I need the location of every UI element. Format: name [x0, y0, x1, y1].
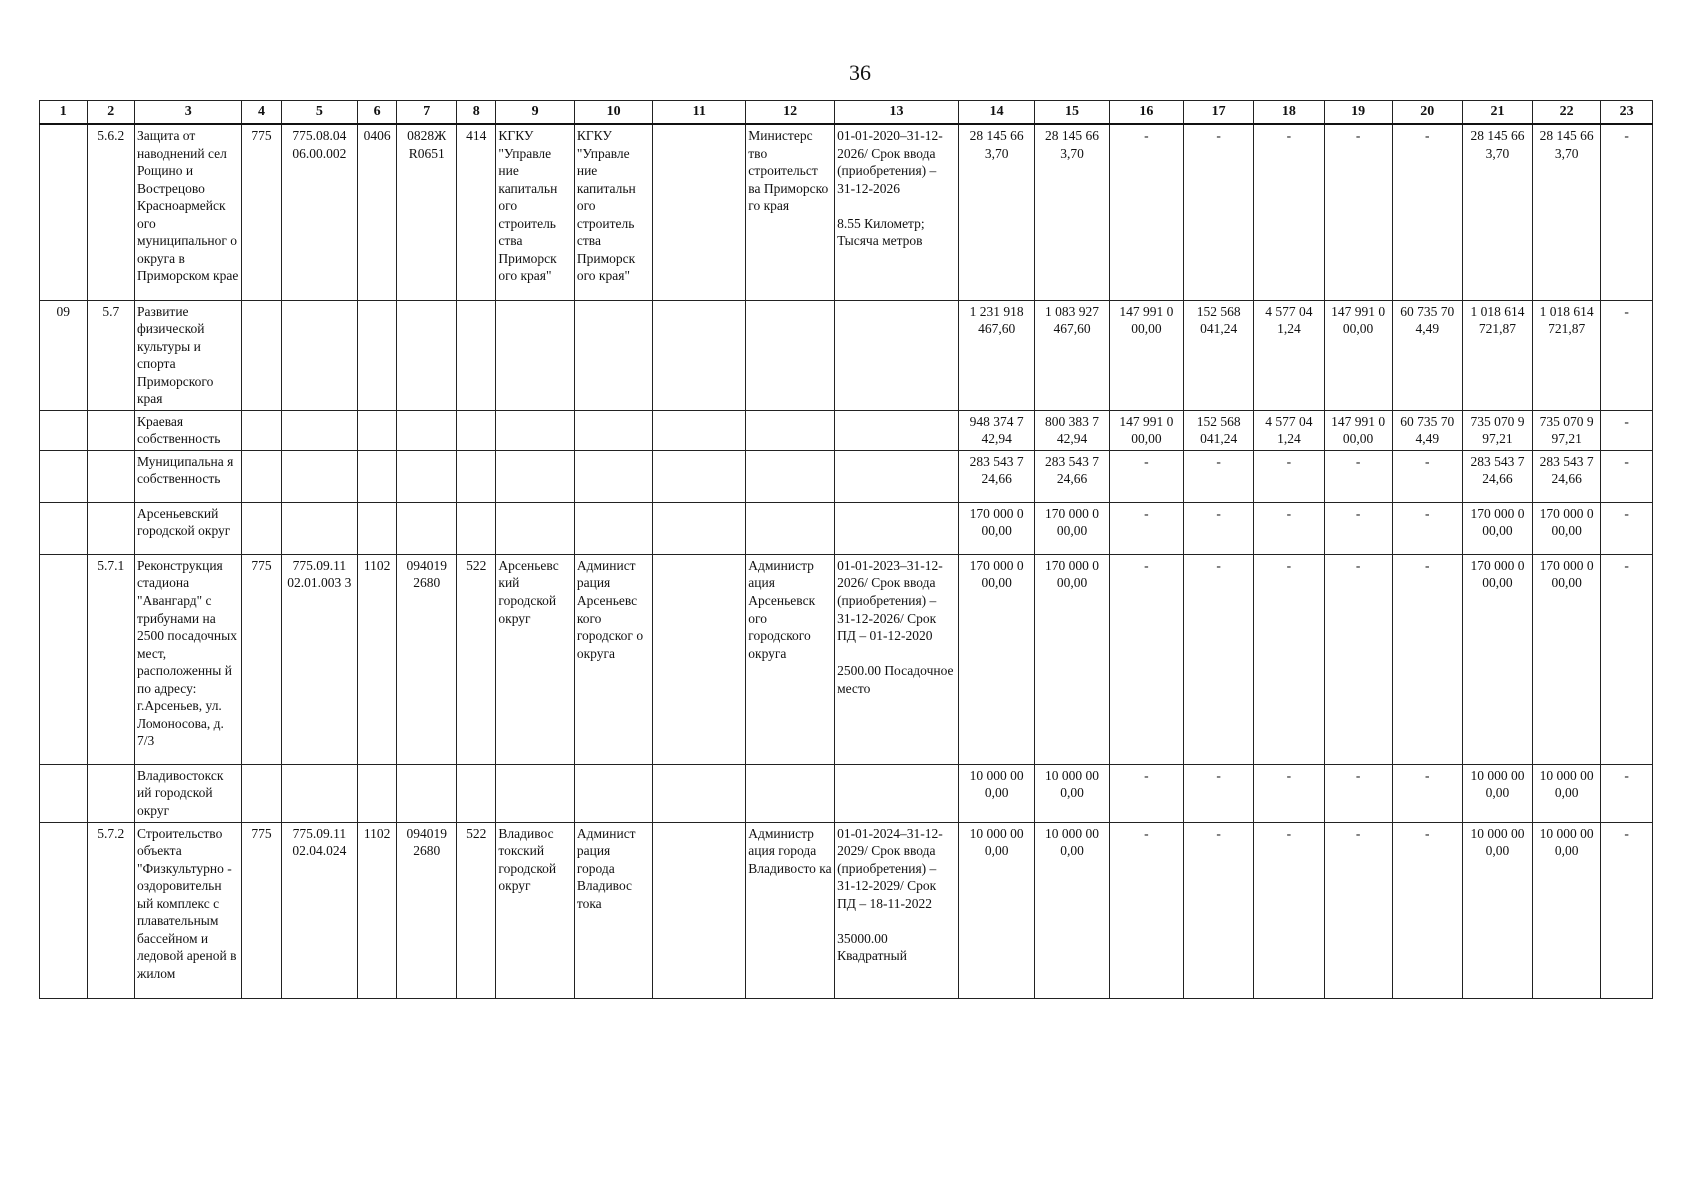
table-cell-col-1: [40, 764, 88, 822]
table-cell-col-13: [835, 502, 959, 554]
column-header: 14: [958, 101, 1034, 125]
table-cell-col-4: [242, 450, 281, 502]
table-cell-col-15: 28 145 66 3,70: [1035, 124, 1109, 300]
table-cell-col-16: -: [1109, 764, 1183, 822]
table-cell-col-23: -: [1601, 822, 1653, 998]
table-cell-col-20: -: [1392, 764, 1462, 822]
column-header: 13: [835, 101, 959, 125]
column-header: 12: [746, 101, 835, 125]
table-cell-col-15: 10 000 00 0,00: [1035, 822, 1109, 998]
table-cell-col-12: Администр ация Арсеньевск ого городского округа: [746, 554, 835, 764]
table-row: [40, 764, 1653, 822]
table-cell-col-19: -: [1324, 554, 1392, 764]
table-cell-col-16: 147 991 0 00,00: [1109, 300, 1183, 410]
table-cell-col-11: [653, 410, 746, 450]
table-cell-col-18: -: [1254, 764, 1324, 822]
table-cell-col-10: [574, 502, 652, 554]
table-cell-col-21: 283 543 7 24,66: [1462, 450, 1532, 502]
column-header: 22: [1533, 101, 1601, 125]
table-cell-col-11: [653, 502, 746, 554]
table-cell-col-2: 5.7.2: [87, 822, 135, 998]
column-number-row: [40, 101, 1653, 125]
table-cell-col-9: [496, 450, 574, 502]
column-header: 9: [496, 101, 574, 125]
table-cell-col-3: Арсеньевский городской округ: [135, 502, 242, 554]
table-body: [40, 124, 1653, 998]
table-cell-col-20: -: [1392, 822, 1462, 998]
table-cell-col-14: 170 000 0 00,00: [958, 502, 1034, 554]
table-cell-col-18: -: [1254, 502, 1324, 554]
table-cell-col-14: 948 374 7 42,94: [958, 410, 1034, 450]
table-cell-col-7: [397, 450, 457, 502]
table-cell-col-6: 1102: [358, 554, 397, 764]
table-cell-col-13: [835, 300, 959, 410]
table-cell-col-15: 800 383 7 42,94: [1035, 410, 1109, 450]
table-cell-col-5: [281, 300, 357, 410]
table-cell-col-4: [242, 502, 281, 554]
table-cell-col-2: [87, 764, 135, 822]
table-cell-col-15: 10 000 00 0,00: [1035, 764, 1109, 822]
column-header: 23: [1601, 101, 1653, 125]
table-cell-col-13: [835, 764, 959, 822]
column-header: 8: [457, 101, 496, 125]
table-cell-col-6: [358, 450, 397, 502]
table-cell-col-12: [746, 450, 835, 502]
table-cell-col-17: -: [1184, 502, 1254, 554]
table-cell-col-11: [653, 764, 746, 822]
table-cell-col-18: -: [1254, 554, 1324, 764]
table-cell-col-13: 01-01-2020–31-12-2026/ Срок ввода (приобретения) – 31-12-2026 8.55 Километр; Тысяча метров: [835, 124, 959, 300]
table-cell-col-18: 4 577 04 1,24: [1254, 300, 1324, 410]
table-cell-col-15: 1 083 927 467,60: [1035, 300, 1109, 410]
table-cell-col-12: [746, 502, 835, 554]
table-cell-col-9: [496, 410, 574, 450]
table-cell-col-3: Развитие физической культуры и спорта Приморского края: [135, 300, 242, 410]
column-header: 18: [1254, 101, 1324, 125]
table-cell-col-10: [574, 764, 652, 822]
table-cell-col-3: Защита от наводнений сел Рощино и Вострецово Красноармейск ого муниципальног о округа в Приморском крае: [135, 124, 242, 300]
table-cell-col-7: [397, 410, 457, 450]
table-cell-col-14: 1 231 918 467,60: [958, 300, 1034, 410]
table-cell-col-2: [87, 410, 135, 450]
table-cell-col-19: -: [1324, 502, 1392, 554]
table-cell-col-2: [87, 450, 135, 502]
table-cell-col-14: 10 000 00 0,00: [958, 764, 1034, 822]
table-cell-col-22: 170 000 0 00,00: [1533, 554, 1601, 764]
column-header: 11: [653, 101, 746, 125]
table-cell-col-22: 170 000 0 00,00: [1533, 502, 1601, 554]
table-cell-col-4: [242, 764, 281, 822]
table-cell-col-6: [358, 764, 397, 822]
table-cell-col-19: -: [1324, 450, 1392, 502]
table-cell-col-15: 170 000 0 00,00: [1035, 502, 1109, 554]
table-cell-col-14: 283 543 7 24,66: [958, 450, 1034, 502]
table-cell-col-1: [40, 822, 88, 998]
table-cell-col-1: [40, 410, 88, 450]
table-cell-col-3: Строительство объекта "Физкультурно - оздоровительн ый комплекс с плавательным бассейном и ледовой ареной в жилом: [135, 822, 242, 998]
column-header: 10: [574, 101, 652, 125]
table-cell-col-19: -: [1324, 822, 1392, 998]
table-cell-col-7: [397, 300, 457, 410]
table-cell-col-13: 01-01-2023–31-12-2026/ Срок ввода (приобретения) – 31-12-2026/ Срок ПД – 01-12-2020 2500.00 Посадочное место: [835, 554, 959, 764]
table-cell-col-7: 0828Ж R0651: [397, 124, 457, 300]
table-cell-col-8: 522: [457, 554, 496, 764]
column-header: 15: [1035, 101, 1109, 125]
table-row: [40, 410, 1653, 450]
table-cell-col-16: 147 991 0 00,00: [1109, 410, 1183, 450]
table-cell-col-9: Арсеньевс кий городской округ: [496, 554, 574, 764]
table-cell-col-21: 170 000 0 00,00: [1462, 554, 1532, 764]
table-cell-col-21: 10 000 00 0,00: [1462, 822, 1532, 998]
table-cell-col-13: 01-01-2024–31-12-2029/ Срок ввода (приобретения) – 31-12-2029/ Срок ПД – 18-11-2022 35000.00 Квадратный: [835, 822, 959, 998]
table-row: [40, 554, 1653, 764]
table-cell-col-22: 1 018 614 721,87: [1533, 300, 1601, 410]
table-cell-col-8: [457, 410, 496, 450]
table-cell-col-16: -: [1109, 502, 1183, 554]
table-cell-col-23: -: [1601, 764, 1653, 822]
table-cell-col-10: [574, 450, 652, 502]
table-cell-col-2: [87, 502, 135, 554]
column-header: 6: [358, 101, 397, 125]
table-cell-col-15: 283 543 7 24,66: [1035, 450, 1109, 502]
table-cell-col-17: 152 568 041,24: [1184, 300, 1254, 410]
table-cell-col-7: [397, 502, 457, 554]
table-cell-col-3: Владивостокск ий городской округ: [135, 764, 242, 822]
table-cell-col-2: 5.7.1: [87, 554, 135, 764]
table-cell-col-7: [397, 764, 457, 822]
table-cell-col-4: 775: [242, 124, 281, 300]
table-cell-col-6: 1102: [358, 822, 397, 998]
table-cell-col-4: [242, 300, 281, 410]
table-cell-col-6: 0406: [358, 124, 397, 300]
table-cell-col-4: [242, 410, 281, 450]
table-cell-col-19: -: [1324, 764, 1392, 822]
table-row: [40, 502, 1653, 554]
table-cell-col-8: [457, 450, 496, 502]
table-cell-col-20: 60 735 70 4,49: [1392, 300, 1462, 410]
table-cell-col-3: Реконструкция стадиона "Авангард" с трибунами на 2500 посадочных мест, расположенны й по адресу: г.Арсеньев, ул. Ломоносова, д. 7/3: [135, 554, 242, 764]
table-cell-col-18: -: [1254, 450, 1324, 502]
table-cell-col-6: [358, 410, 397, 450]
table-cell-col-9: [496, 764, 574, 822]
table-cell-col-5: 775.09.11 02.04.024: [281, 822, 357, 998]
table-cell-col-8: 522: [457, 822, 496, 998]
table-cell-col-8: [457, 764, 496, 822]
table-cell-col-17: -: [1184, 450, 1254, 502]
table-cell-col-23: -: [1601, 300, 1653, 410]
table-cell-col-21: 735 070 9 97,21: [1462, 410, 1532, 450]
column-header: 19: [1324, 101, 1392, 125]
table-cell-col-18: -: [1254, 822, 1324, 998]
table-cell-col-19: 147 991 0 00,00: [1324, 410, 1392, 450]
table-cell-col-22: 10 000 00 0,00: [1533, 822, 1601, 998]
table-cell-col-8: [457, 502, 496, 554]
table-row: [40, 124, 1653, 300]
table-cell-col-22: 283 543 7 24,66: [1533, 450, 1601, 502]
table-cell-col-6: [358, 300, 397, 410]
column-header: 21: [1462, 101, 1532, 125]
table-cell-col-22: 735 070 9 97,21: [1533, 410, 1601, 450]
table-cell-col-1: [40, 124, 88, 300]
table-cell-col-21: 28 145 66 3,70: [1462, 124, 1532, 300]
table-cell-col-9: Владивос токский городской округ: [496, 822, 574, 998]
table-cell-col-5: [281, 764, 357, 822]
column-header: 16: [1109, 101, 1183, 125]
table-cell-col-19: 147 991 0 00,00: [1324, 300, 1392, 410]
table-cell-col-11: [653, 554, 746, 764]
table-cell-col-5: [281, 450, 357, 502]
table-cell-col-16: -: [1109, 822, 1183, 998]
table-cell-col-8: 414: [457, 124, 496, 300]
table-cell-col-20: 60 735 70 4,49: [1392, 410, 1462, 450]
table-cell-col-16: -: [1109, 554, 1183, 764]
table-cell-col-16: -: [1109, 450, 1183, 502]
table-cell-col-15: 170 000 0 00,00: [1035, 554, 1109, 764]
table-cell-col-17: -: [1184, 124, 1254, 300]
table-cell-col-21: 10 000 00 0,00: [1462, 764, 1532, 822]
table-cell-col-20: -: [1392, 554, 1462, 764]
table-cell-col-17: -: [1184, 554, 1254, 764]
table-cell-col-17: -: [1184, 822, 1254, 998]
table-cell-col-23: -: [1601, 554, 1653, 764]
table-cell-col-12: [746, 410, 835, 450]
column-header: 5: [281, 101, 357, 125]
column-header: 4: [242, 101, 281, 125]
table-cell-col-23: -: [1601, 410, 1653, 450]
table-row: [40, 822, 1653, 998]
table-cell-col-14: 10 000 00 0,00: [958, 822, 1034, 998]
table-cell-col-10: [574, 300, 652, 410]
page-number: 36: [849, 60, 871, 85]
table-cell-col-1: 09: [40, 300, 88, 410]
table-cell-col-3: Краевая собственность: [135, 410, 242, 450]
table-cell-col-18: 4 577 04 1,24: [1254, 410, 1324, 450]
table-cell-col-8: [457, 300, 496, 410]
table-row: [40, 300, 1653, 410]
table-cell-col-20: -: [1392, 502, 1462, 554]
table-cell-col-9: [496, 300, 574, 410]
table-cell-col-18: -: [1254, 124, 1324, 300]
table-cell-col-5: 775.09.11 02.01.003 3: [281, 554, 357, 764]
table-cell-col-20: -: [1392, 450, 1462, 502]
table-cell-col-10: Админист рация Арсеньевс кого городског о округа: [574, 554, 652, 764]
table-cell-col-1: [40, 502, 88, 554]
table-cell-col-11: [653, 300, 746, 410]
table-cell-col-10: Админист рация города Владивос тока: [574, 822, 652, 998]
budget-table: [39, 100, 1653, 999]
table-cell-col-21: 1 018 614 721,87: [1462, 300, 1532, 410]
table-cell-col-13: [835, 410, 959, 450]
table-cell-col-11: [653, 124, 746, 300]
table-cell-col-21: 170 000 0 00,00: [1462, 502, 1532, 554]
table-cell-col-5: 775.08.04 06.00.002: [281, 124, 357, 300]
table-cell-col-7: 094019 2680: [397, 554, 457, 764]
table-cell-col-11: [653, 822, 746, 998]
column-header: 7: [397, 101, 457, 125]
column-header: 2: [87, 101, 135, 125]
table-cell-col-5: [281, 502, 357, 554]
table-cell-col-4: 775: [242, 822, 281, 998]
table-cell-col-3: Муниципальна я собственность: [135, 450, 242, 502]
table-cell-col-22: 10 000 00 0,00: [1533, 764, 1601, 822]
table-cell-col-12: Министерс тво строительст ва Приморско го края: [746, 124, 835, 300]
table-cell-col-11: [653, 450, 746, 502]
table-cell-col-22: 28 145 66 3,70: [1533, 124, 1601, 300]
table-cell-col-10: КГКУ "Управле ние капитальн ого строитель ства Приморск ого края": [574, 124, 652, 300]
column-header: 1: [40, 101, 88, 125]
table-cell-col-10: [574, 410, 652, 450]
table-row: [40, 450, 1653, 502]
table-cell-col-13: [835, 450, 959, 502]
table-cell-col-23: -: [1601, 502, 1653, 554]
table-cell-col-12: [746, 764, 835, 822]
table-cell-col-23: -: [1601, 124, 1653, 300]
table-cell-col-6: [358, 502, 397, 554]
table-cell-col-5: [281, 410, 357, 450]
table-cell-col-9: КГКУ "Управле ние капитальн ого строитель ства Приморск ого края": [496, 124, 574, 300]
table-cell-col-7: 094019 2680: [397, 822, 457, 998]
column-header: 3: [135, 101, 242, 125]
table-cell-col-16: -: [1109, 124, 1183, 300]
table-cell-col-14: 170 000 0 00,00: [958, 554, 1034, 764]
table-cell-col-1: [40, 554, 88, 764]
table-cell-col-14: 28 145 66 3,70: [958, 124, 1034, 300]
table-cell-col-17: 152 568 041,24: [1184, 410, 1254, 450]
table-cell-col-17: -: [1184, 764, 1254, 822]
column-header: 17: [1184, 101, 1254, 125]
table-cell-col-20: -: [1392, 124, 1462, 300]
table-cell-col-12: [746, 300, 835, 410]
column-header: 20: [1392, 101, 1462, 125]
table-cell-col-9: [496, 502, 574, 554]
table-cell-col-19: -: [1324, 124, 1392, 300]
table-cell-col-2: 5.7: [87, 300, 135, 410]
table-cell-col-1: [40, 450, 88, 502]
table-cell-col-12: Администр ация города Владивосто ка: [746, 822, 835, 998]
table-cell-col-23: -: [1601, 450, 1653, 502]
table-cell-col-4: 775: [242, 554, 281, 764]
table-cell-col-2: 5.6.2: [87, 124, 135, 300]
